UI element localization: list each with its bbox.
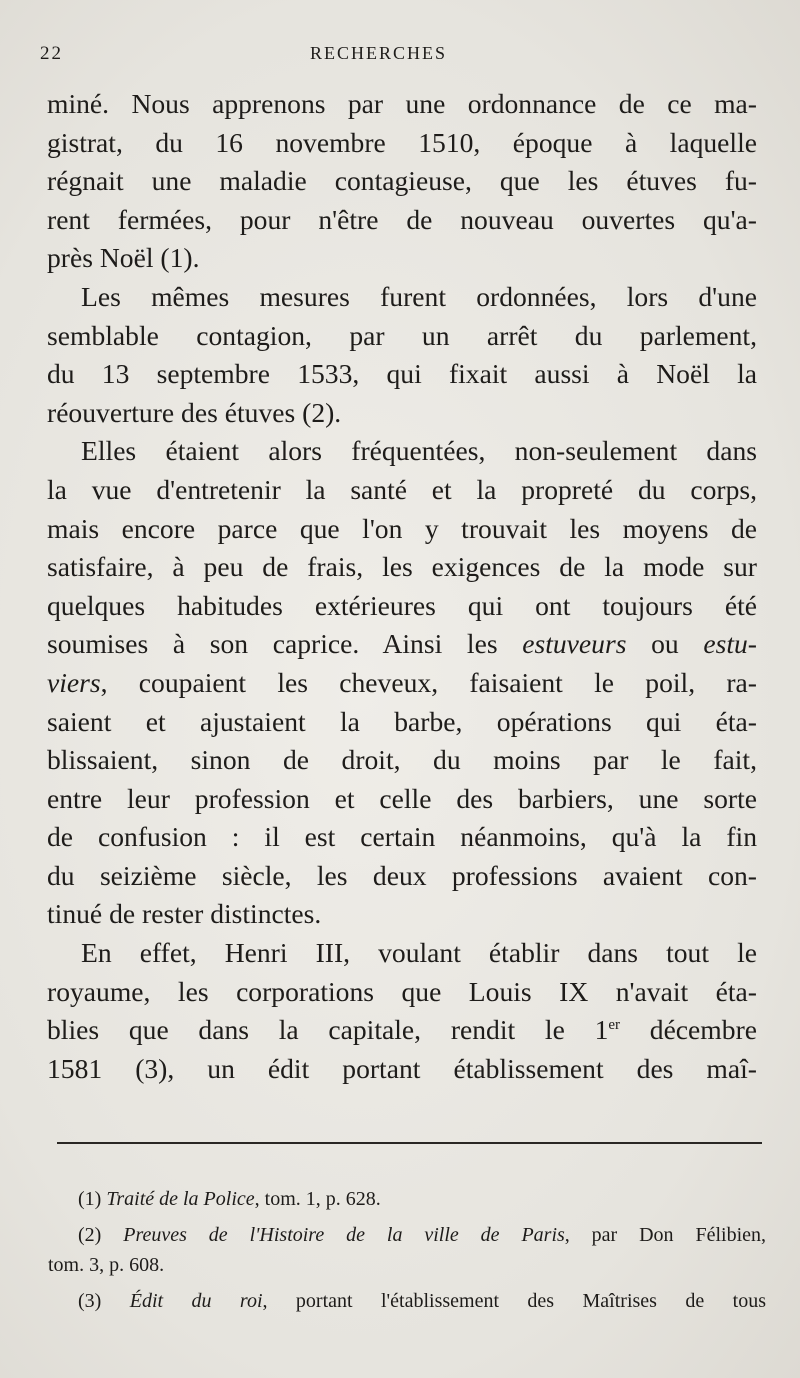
footnote-divider — [57, 1142, 762, 1144]
footnote-marker: (1) — [78, 1188, 102, 1210]
body-text — [47, 85, 757, 1088]
text-run: soumises à son caprice. Ainsi les — [47, 628, 523, 660]
text-line-mixed — [47, 625, 757, 664]
footnote-2 — [48, 1220, 766, 1280]
footnote-1 — [48, 1184, 766, 1214]
text-run: , coupaient les cheveux, faisaient le poil, ra- — [100, 666, 757, 698]
italic-term: viers — [47, 666, 101, 698]
footnote-text: , tom. 1, p. 628. — [254, 1188, 381, 1210]
footnote-line: tom. 3, p. 608. — [48, 1254, 165, 1276]
text-line: Elles étaient alors fréquentées, non-seulement dans — [81, 435, 757, 467]
footnote-line — [48, 1286, 766, 1316]
running-head: RECHERCHES — [310, 43, 448, 63]
text-line: blissaient, sinon de droit, du moins par le fait, — [47, 744, 757, 776]
text-line: miné. Nous apprenons par une ordonnance de ce ma- — [47, 88, 757, 119]
italic-term: estuveurs — [522, 628, 627, 660]
footnote-text: , par Don Félibien, — [564, 1224, 766, 1246]
text-line: quelques habitudes extérieures qui ont toujours été — [47, 589, 757, 621]
text-line: En effet, Henri III, voulant établir dans tout le — [81, 937, 757, 969]
text-line: 1581 (3), un édit portant établissement des maî- — [47, 1052, 757, 1084]
footnote-title: Traité de la Police — [106, 1188, 255, 1210]
footnote-line — [48, 1220, 766, 1250]
text-line: la vue d'entretenir la santé et la propreté du corps, — [47, 473, 757, 505]
text-line: réouverture des étuves (2). — [47, 396, 342, 428]
text-line: mais encore parce que l'on y trouvait les moyens de — [47, 512, 757, 544]
text-line: de confusion : il est certain néanmoins, qu'à la fin — [47, 821, 757, 853]
footnote-title: Édit du roi — [129, 1290, 263, 1312]
text-line: royaume, les corporations que Louis IX n'avait éta- — [47, 975, 757, 1007]
text-run: ou — [626, 628, 704, 660]
footnote-3 — [48, 1286, 766, 1316]
footnote-marker: (2) — [78, 1224, 102, 1246]
text-run: décembre — [620, 1014, 758, 1046]
superscript: er — [608, 1017, 621, 1034]
text-line-mixed — [47, 1011, 757, 1050]
footnote-title: Preuves de l'Histoire de la ville de Paris — [123, 1224, 565, 1246]
text-line: régnait une maladie contagieuse, que les étuves fu- — [47, 165, 757, 197]
footnote-marker: (3) — [78, 1290, 102, 1312]
text-line: rent fermées, pour n'être de nouveau ouvertes qu'a- — [47, 203, 757, 235]
text-line-mixed — [47, 664, 757, 703]
text-line: près Noël (1). — [47, 242, 200, 274]
text-line: du seizième siècle, les deux professions avaient con- — [47, 859, 757, 891]
text-line: gistrat, du 16 novembre 1510, époque à laquelle — [47, 126, 757, 158]
text-line: Les mêmes mesures furent ordonnées, lors d'une — [81, 280, 757, 312]
page-number: 22 — [40, 43, 63, 64]
text-line: du 13 septembre 1533, qui fixait aussi à Noël la — [47, 358, 757, 390]
text-run: blies que dans la capitale, rendit le 1 — [47, 1014, 609, 1046]
text-line: entre leur profession et celle des barbiers, une sorte — [47, 782, 757, 814]
text-line: saient et ajustaient la barbe, opérations qui éta- — [47, 705, 757, 737]
footnote-text: , portant l'établissement des Maîtrises de tous — [262, 1290, 766, 1312]
footnotes — [48, 1184, 766, 1322]
italic-term: estu- — [703, 628, 757, 660]
footnote-line — [48, 1184, 766, 1214]
text-line: semblable contagion, par un arrêt du parlement, — [47, 319, 757, 351]
text-line: tinué de rester distinctes. — [47, 898, 322, 930]
text-line: satisfaire, à peu de frais, les exigences de la mode sur — [47, 551, 757, 583]
page-header — [40, 43, 760, 73]
